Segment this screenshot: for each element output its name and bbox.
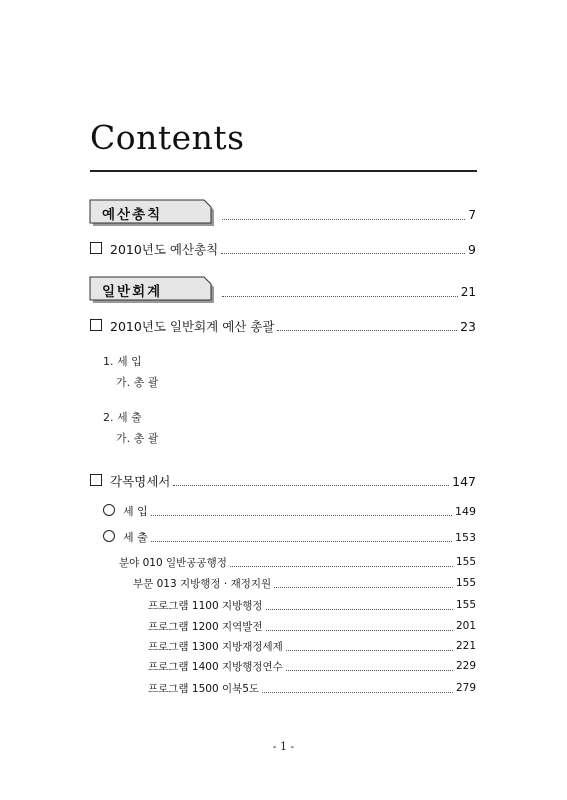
revenue-total-item[interactable]: 가. 총 괄 (116, 376, 159, 389)
toc-entry-general-rules-tab[interactable] (222, 205, 476, 225)
page-footer-number: - 1 - (272, 740, 295, 753)
entry-label: 2010년도 일반회계 예산 총괄 (110, 319, 275, 334)
tab-label: 일반회계 (102, 284, 163, 300)
toc-entry-program-1500[interactable] (148, 678, 476, 698)
dot-leader (222, 219, 465, 220)
page-number: 21 (460, 285, 476, 299)
dot-leader (151, 541, 452, 542)
page-number: 221 (455, 640, 476, 652)
page-number: 201 (455, 620, 476, 632)
dot-leader (286, 670, 453, 671)
dot-leader (221, 253, 465, 254)
title-divider (90, 170, 477, 172)
entry-label: 부문 013 지방행정 · 재정지원 (133, 577, 272, 590)
entry-label: 2010년도 예산총칙 (110, 242, 219, 257)
page-number: 229 (455, 660, 476, 672)
entry-label: 프로그램 1200 지역발전 (148, 620, 263, 633)
toc-entry-detail-expenditure[interactable] (103, 527, 476, 547)
entry-label: 프로그램 1300 지방재정세제 (148, 640, 283, 653)
dot-leader (230, 566, 453, 567)
dot-leader (262, 692, 453, 693)
dot-leader (274, 587, 453, 588)
toc-entry-sector-013[interactable] (133, 573, 476, 593)
expenditure-heading[interactable]: 2. 세 출 (103, 411, 142, 424)
toc-entry-general-account-tab[interactable] (222, 282, 476, 302)
toc-entry-detail-statement[interactable] (90, 471, 476, 491)
dot-leader (173, 485, 449, 486)
toc-entry-program-1200[interactable] (148, 616, 476, 636)
page-number: 9 (468, 241, 476, 257)
entry-label: 세 입 (123, 505, 148, 518)
tab-label: 예산총칙 (102, 207, 163, 223)
page-number: 279 (455, 682, 476, 694)
entry-label: 분야 010 일반공공행정 (119, 556, 227, 569)
toc-entry-program-1300[interactable] (148, 636, 476, 656)
dot-leader (222, 296, 458, 297)
circle-bullet-icon (103, 504, 115, 516)
checkbox-square-icon (90, 242, 102, 254)
page-number: 155 (455, 556, 476, 568)
page-number: 149 (455, 504, 476, 518)
toc-entry-field-010[interactable] (119, 552, 476, 572)
toc-entry-program-1100[interactable] (148, 595, 476, 615)
section-tab-general-account[interactable] (89, 276, 217, 303)
checkbox-square-icon (90, 319, 102, 331)
checkbox-square-icon (90, 474, 102, 486)
page-number: 153 (455, 530, 476, 544)
toc-entry-general-rules-2010[interactable] (90, 239, 476, 259)
page-number: 155 (455, 577, 476, 589)
toc-entry-detail-revenue[interactable] (103, 501, 476, 521)
entry-label: 세 출 (123, 531, 148, 544)
expenditure-total-item[interactable]: 가. 총 괄 (116, 432, 159, 445)
page-number: 7 (468, 208, 476, 222)
dot-leader (277, 330, 457, 331)
entry-label: 프로그램 1400 지방행정연수 (148, 660, 283, 673)
entry-label: 프로그램 1500 이북5도 (148, 682, 260, 695)
revenue-heading[interactable]: 1. 세 입 (103, 355, 142, 368)
toc-entry-general-account-summary[interactable] (90, 316, 476, 336)
entry-label: 각목명세서 (110, 474, 171, 489)
section-tab-general-rules[interactable] (89, 199, 217, 226)
dot-leader (266, 609, 453, 610)
dot-leader (266, 630, 453, 631)
page-number: 147 (452, 473, 476, 489)
entry-label: 프로그램 1100 지방행정 (148, 599, 263, 612)
page-number: 23 (460, 318, 476, 334)
circle-bullet-icon (103, 530, 115, 542)
dot-leader (151, 515, 452, 516)
toc-entry-program-1400[interactable] (148, 656, 476, 676)
page-title: Contents (90, 118, 245, 157)
dot-leader (286, 650, 453, 651)
page-number: 155 (455, 599, 476, 611)
